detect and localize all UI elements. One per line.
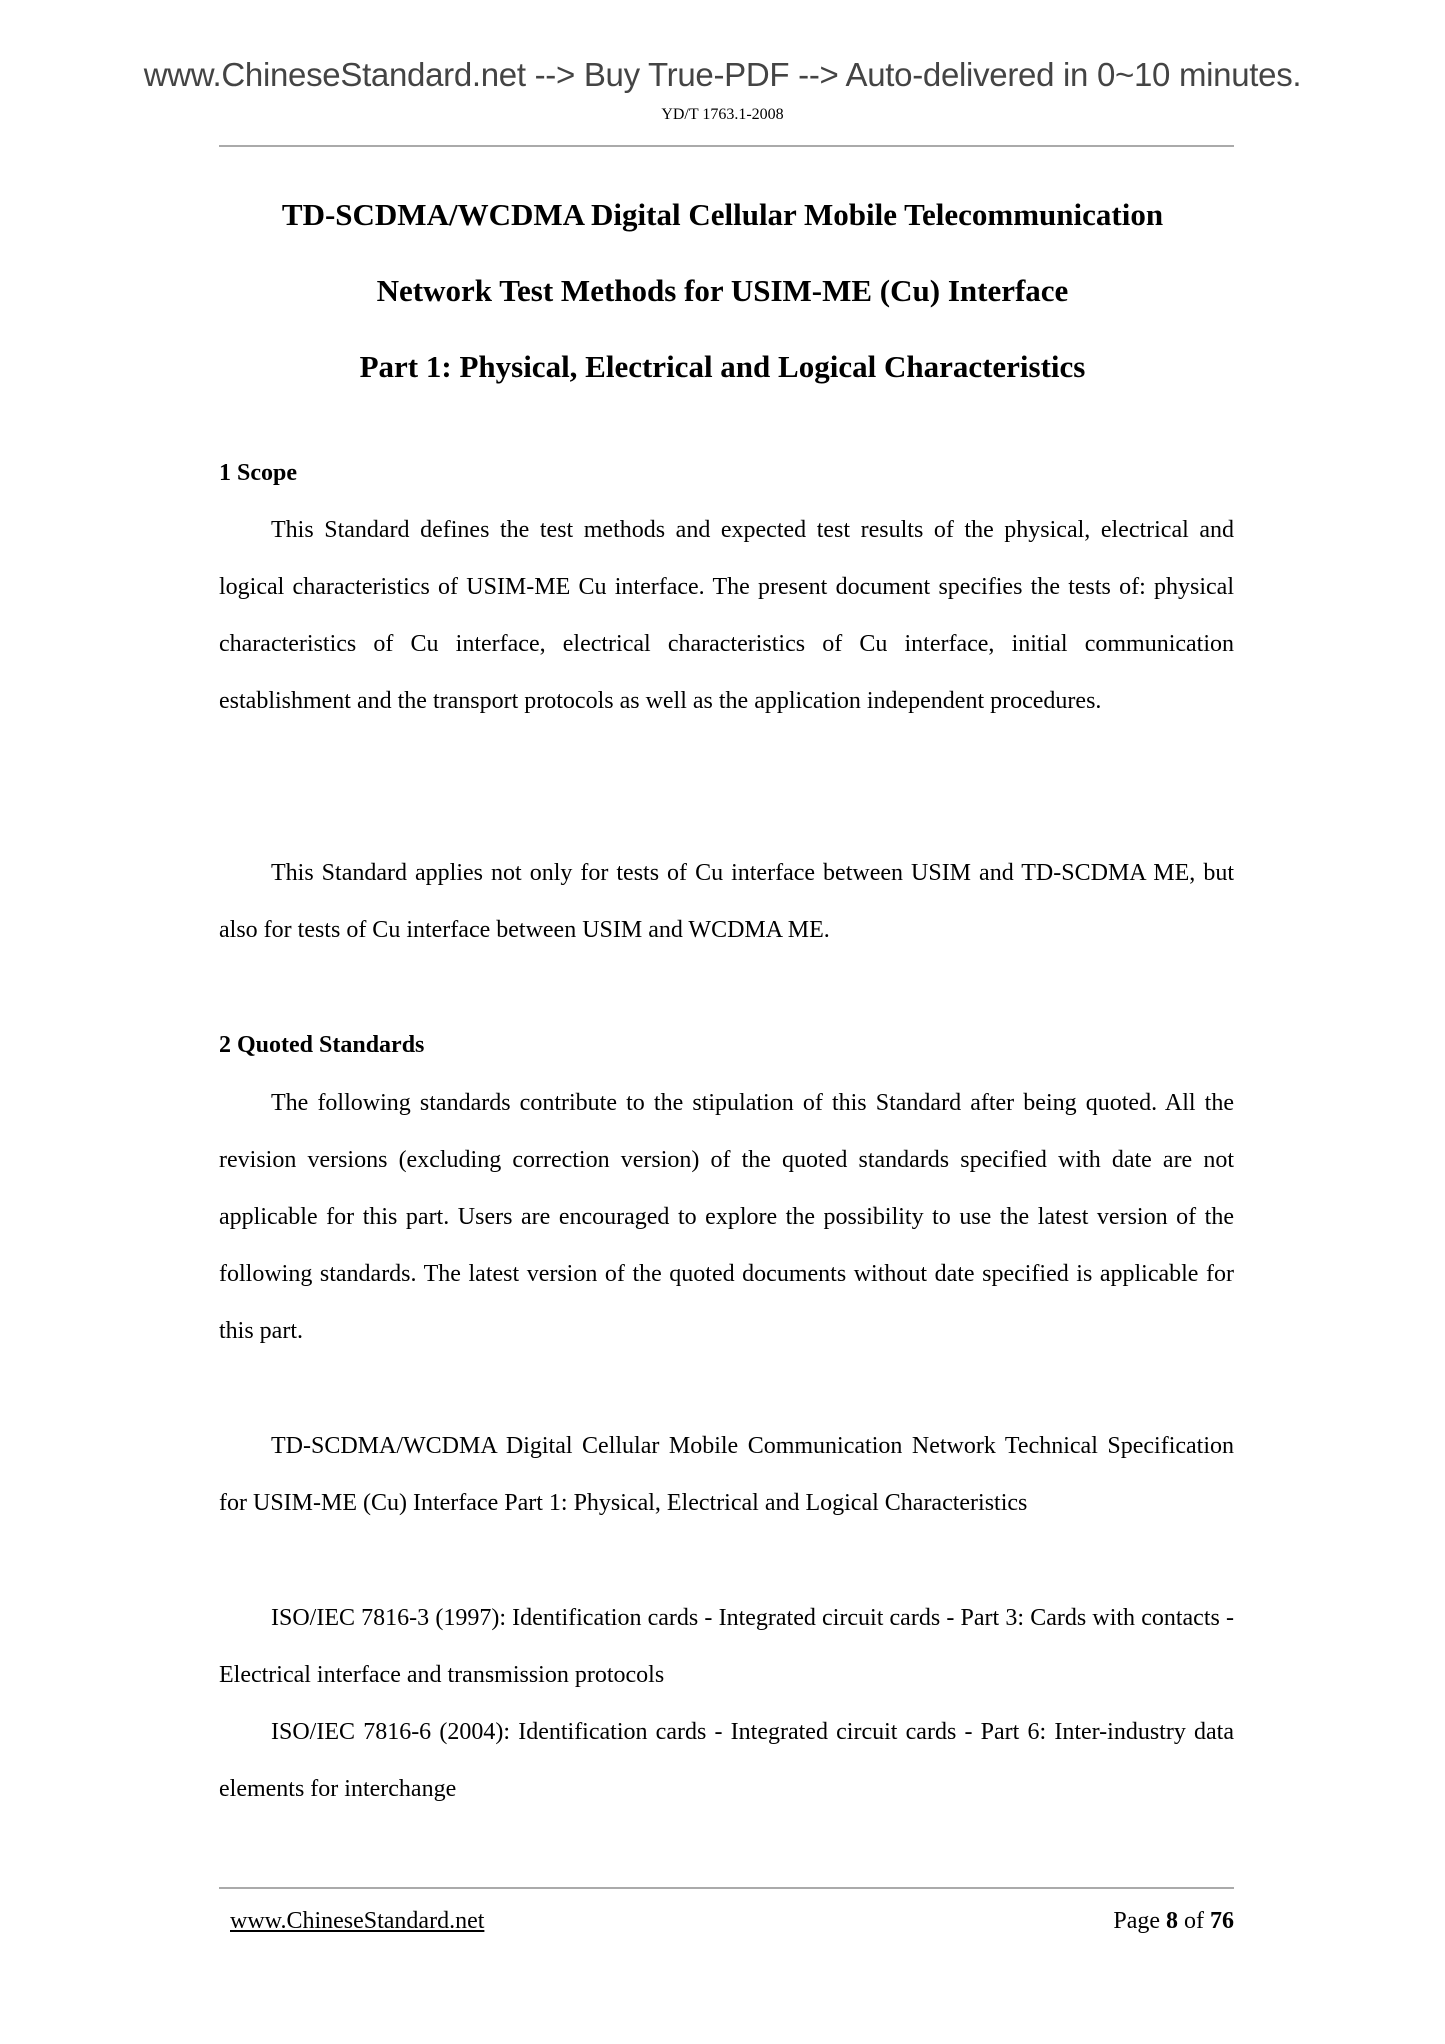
page-indicator <box>1113 1908 1234 1935</box>
scope-paragraph-2: This Standard applies not only for tests of Cu interface between USIM and TD-SCDMA ME, but also for tests of Cu interface between USIM and WCDMA ME. <box>219 860 1234 943</box>
reference-item: ISO/IEC 7816-6 (2004): Identification cards - Integrated circuit cards - Part 6: Inter-industry data elements for interchange <box>219 1719 1234 1802</box>
total-pages: 76 <box>1210 1908 1234 1934</box>
page-label: Page <box>1113 1908 1160 1934</box>
footer-divider <box>219 1887 1234 1889</box>
document-number: YD/T 1763.1-2008 <box>661 106 784 123</box>
footer-website-link[interactable]: www.ChineseStandard.net <box>230 1908 485 1934</box>
scope-paragraph-1: This Standard defines the test methods and expected test results of the physical, electrical and logical characteristics of USIM-ME Cu interface. The present document specifies the tests of: physical characteristics of Cu interface, electrical characteristics of Cu interface, initial communication establishment and the transport protocols as well as the application independent procedures. <box>219 517 1234 714</box>
reference-item: ISO/IEC 7816-3 (1997): Identification cards - Integrated circuit cards - Part 3: Cards with contacts - Electrical interface and transmission protocols <box>219 1605 1234 1688</box>
title-line-1: TD-SCDMA/WCDMA Digital Cellular Mobile Telecommunication <box>281 197 1164 232</box>
section-heading-scope: 1 Scope <box>219 460 297 486</box>
title-line-3: Part 1: Physical, Electrical and Logical Characteristics <box>359 349 1086 384</box>
section-heading-quoted-standards: 2 Quoted Standards <box>219 1032 425 1058</box>
promo-banner: www.ChineseStandard.net --> Buy True-PDF --> Auto-delivered in 0~10 minutes. <box>143 56 1302 93</box>
quoted-paragraph-intro: The following standards contribute to the stipulation of this Standard after being quoted. All the revision versions (excluding correction version) of the quoted standards specified with date are not applicable for this part. Users are encouraged to explore the possibility to use the latest version of the following standards. The latest version of the quoted documents without date specified is applicable for this part. <box>219 1090 1234 1344</box>
header-divider <box>219 145 1234 147</box>
title-line-2: Network Test Methods for USIM-ME (Cu) Interface <box>376 273 1069 308</box>
current-page: 8 <box>1166 1908 1178 1934</box>
page-of-label: of <box>1184 1908 1204 1934</box>
reference-item: TD-SCDMA/WCDMA Digital Cellular Mobile Communication Network Technical Specification for USIM-ME (Cu) Interface Part 1: Physical, Electrical and Logical Characteristics <box>219 1433 1234 1516</box>
